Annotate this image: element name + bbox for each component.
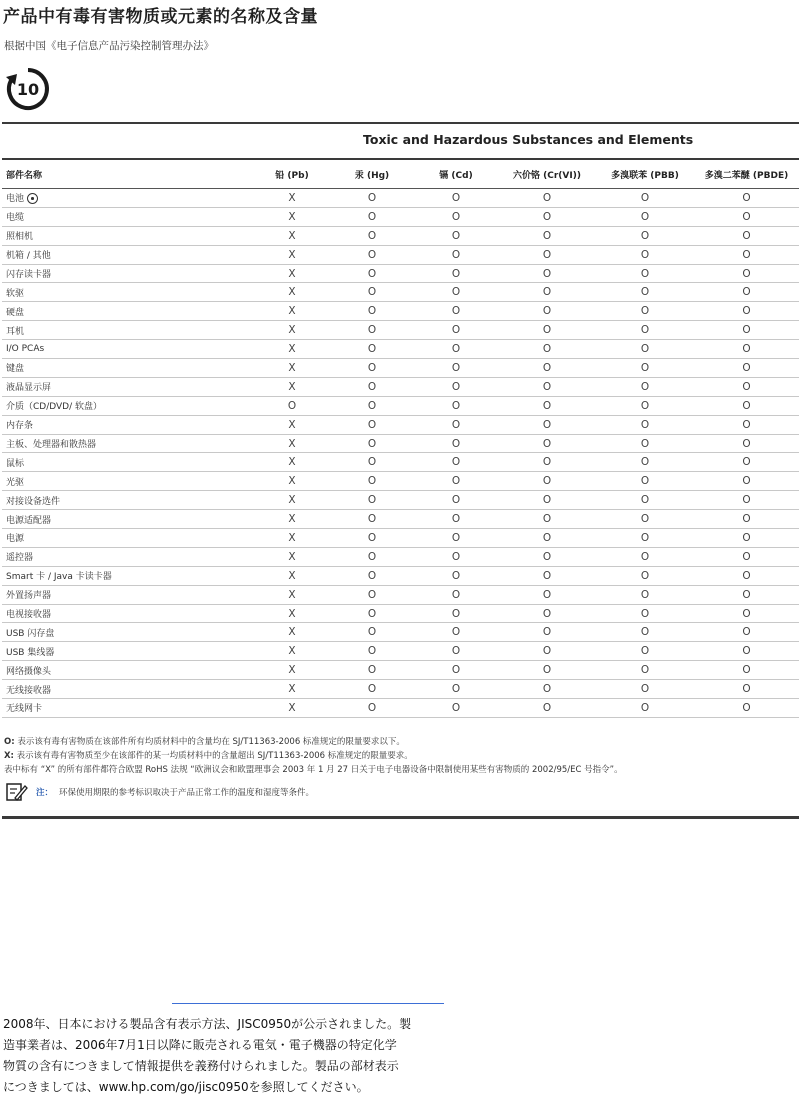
substance-cell: O — [498, 377, 596, 396]
substance-cell: O — [414, 226, 498, 245]
substance-cell: O — [414, 415, 498, 434]
part-name-cell: USB 集线器 — [2, 642, 254, 661]
substance-cell: O — [330, 566, 414, 585]
substance-cell: O — [414, 547, 498, 566]
part-name-cell: 耳机 — [2, 321, 254, 340]
table-row — [2, 321, 799, 340]
substance-cell: O — [596, 661, 694, 680]
substance-cell: O — [254, 396, 330, 415]
substance-cell: O — [596, 547, 694, 566]
part-name-cell: 机箱 / 其他 — [2, 245, 254, 264]
substance-cell: O — [498, 340, 596, 359]
substance-cell: O — [694, 377, 799, 396]
substance-cell: O — [330, 661, 414, 680]
substance-cell: O — [498, 207, 596, 226]
substance-cell: O — [414, 359, 498, 378]
substance-cell: O — [694, 189, 799, 208]
table-top-rule — [2, 122, 799, 124]
substance-cell: O — [330, 189, 414, 208]
part-name-cell: 软驱 — [2, 283, 254, 302]
table-row — [2, 661, 799, 680]
table-row — [2, 566, 799, 585]
part-name-cell: 无线接收器 — [2, 680, 254, 699]
table-row — [2, 359, 799, 378]
substance-cell: X — [254, 472, 330, 491]
table-row — [2, 396, 799, 415]
substance-cell: O — [694, 529, 799, 548]
table-row — [2, 510, 799, 529]
note-lead: 注： — [36, 788, 54, 798]
substance-cell: O — [596, 189, 694, 208]
substance-cell: O — [596, 434, 694, 453]
part-name-cell: 照相机 — [2, 226, 254, 245]
substance-cell: O — [498, 604, 596, 623]
substance-cell: O — [498, 623, 596, 642]
substance-cell: O — [330, 547, 414, 566]
substance-cell: O — [414, 321, 498, 340]
substance-cell: O — [596, 283, 694, 302]
substance-cell: O — [414, 396, 498, 415]
substance-cell: O — [330, 453, 414, 472]
part-name-cell: USB 闪存盘 — [2, 623, 254, 642]
substance-cell: O — [414, 510, 498, 529]
table-row — [2, 340, 799, 359]
table-row — [2, 472, 799, 491]
substance-cell: O — [498, 529, 596, 548]
substance-cell: O — [330, 321, 414, 340]
substance-cell: X — [254, 680, 330, 699]
table-row — [2, 699, 799, 718]
substance-cell: O — [414, 661, 498, 680]
table-row — [2, 585, 799, 604]
part-name-cell: 无线网卡 — [2, 699, 254, 718]
substance-cell: O — [330, 510, 414, 529]
note-callout — [6, 782, 314, 802]
column-header-mercury: 汞 (Hg) — [330, 160, 414, 189]
substance-cell: O — [330, 699, 414, 718]
substance-cell: O — [596, 566, 694, 585]
substance-cell: O — [596, 396, 694, 415]
substance-cell: O — [414, 264, 498, 283]
epup-years-label: 10 — [16, 80, 40, 99]
part-name-cell: 液晶显示屏 — [2, 377, 254, 396]
part-name-cell: 电源适配器 — [2, 510, 254, 529]
table-row — [2, 302, 799, 321]
substance-cell: O — [414, 207, 498, 226]
substance-cell: O — [498, 283, 596, 302]
note-remark: 表中标有 “X” 的所有部件都符合欧盟 RoHS 法规 “欧洲议会和欧盟理事会 2003 年 1 月 27 日关于电子电器设备中限制使用某些有害物质的 2002/95/EC 号指令”。 — [4, 765, 623, 775]
part-name-cell: 硬盘 — [2, 302, 254, 321]
table-row — [2, 491, 799, 510]
substance-cell: O — [330, 302, 414, 321]
battery-symbol-icon — [27, 193, 38, 204]
substance-cell: O — [694, 623, 799, 642]
substance-cell: O — [498, 321, 596, 340]
substance-cell: O — [498, 642, 596, 661]
substance-cell: X — [254, 207, 330, 226]
substance-cell: X — [254, 510, 330, 529]
substance-cell: X — [254, 547, 330, 566]
substance-cell: O — [330, 472, 414, 491]
substance-cell: O — [596, 529, 694, 548]
substance-cell: O — [596, 302, 694, 321]
substance-cell: X — [254, 585, 330, 604]
substance-cell: O — [498, 661, 596, 680]
substance-cell: O — [694, 340, 799, 359]
table-row — [2, 680, 799, 699]
substance-cell: O — [694, 226, 799, 245]
substance-cell: O — [330, 340, 414, 359]
part-name-cell: 电源 — [2, 529, 254, 548]
table-row — [2, 189, 799, 208]
japanese-line: 造事業者は、2006年7月1日以降に販売される電気・電子機器の特定化学 — [3, 1038, 397, 1052]
substance-cell: X — [254, 604, 330, 623]
part-name-cell: 主板、处理器和散热器 — [2, 434, 254, 453]
hazardous-substances-table — [2, 160, 799, 718]
note-pencil-icon — [6, 782, 28, 802]
substance-cell: O — [694, 396, 799, 415]
substance-cell: O — [414, 680, 498, 699]
substance-cell: O — [330, 207, 414, 226]
substance-cell: O — [596, 510, 694, 529]
substance-cell: O — [694, 604, 799, 623]
substance-cell: X — [254, 264, 330, 283]
substance-cell: O — [414, 472, 498, 491]
column-header-lead: 铅 (Pb) — [254, 160, 330, 189]
substance-cell: O — [330, 604, 414, 623]
column-header-cadmium: 镉 (Cd) — [414, 160, 498, 189]
japanese-paragraph — [3, 1014, 463, 1098]
table-header-row — [2, 160, 799, 189]
substance-cell: O — [330, 623, 414, 642]
substance-cell: O — [596, 321, 694, 340]
substance-cell: O — [694, 491, 799, 510]
part-name-cell: 光驱 — [2, 472, 254, 491]
substance-cell: X — [254, 226, 330, 245]
part-name-cell: 介质（CD/DVD/ 软盘） — [2, 396, 254, 415]
substance-cell: X — [254, 642, 330, 661]
substance-cell: X — [254, 377, 330, 396]
substance-cell: O — [596, 604, 694, 623]
substance-cell: O — [694, 207, 799, 226]
substance-cell: O — [694, 245, 799, 264]
table-row — [2, 453, 799, 472]
page-title: 产品中有毒有害物质或元素的名称及含量 — [3, 7, 318, 27]
part-name-cell: 电视接收器 — [2, 604, 254, 623]
substance-cell: O — [330, 491, 414, 510]
substance-cell: O — [596, 340, 694, 359]
substance-cell: O — [414, 529, 498, 548]
substance-cell: O — [694, 302, 799, 321]
substance-cell: O — [694, 434, 799, 453]
substance-cell: X — [254, 189, 330, 208]
column-header-pbde: 多溴二苯醚 (PBDE) — [694, 160, 799, 189]
substance-cell: O — [414, 623, 498, 642]
substance-cell: X — [254, 245, 330, 264]
substance-cell: O — [330, 680, 414, 699]
substance-cell: O — [596, 415, 694, 434]
substance-cell: O — [694, 321, 799, 340]
table-row — [2, 642, 799, 661]
table-row — [2, 283, 799, 302]
substance-cell: O — [414, 566, 498, 585]
substance-cell: O — [596, 491, 694, 510]
substance-cell: X — [254, 566, 330, 585]
substance-cell: O — [694, 453, 799, 472]
substance-cell: O — [498, 245, 596, 264]
substance-cell: O — [414, 189, 498, 208]
japanese-line: 物質の含有につきまして情報提供を義務付けられました。製品の部材表示 — [3, 1059, 399, 1073]
part-name-cell: 键盘 — [2, 359, 254, 378]
column-header-pbb: 多溴联苯 (PBB) — [596, 160, 694, 189]
substance-cell: O — [498, 434, 596, 453]
substance-cell: O — [498, 491, 596, 510]
substance-cell: O — [498, 699, 596, 718]
substance-cell: X — [254, 491, 330, 510]
part-name-cell: 鼠标 — [2, 453, 254, 472]
part-name-cell: 电缆 — [2, 207, 254, 226]
substance-cell: O — [498, 680, 596, 699]
substance-cell: O — [498, 566, 596, 585]
table-row — [2, 226, 799, 245]
substance-cell: O — [498, 547, 596, 566]
substance-cell: O — [414, 377, 498, 396]
substance-cell: O — [694, 472, 799, 491]
note-x: X: 表示该有毒有害物质至少在该部件的某一均质材料中的含量超出 SJ/T11363-2006 标准规定的限量要求。 — [4, 751, 413, 761]
substance-cell: X — [254, 415, 330, 434]
substance-cell: X — [254, 661, 330, 680]
substance-cell: O — [694, 680, 799, 699]
column-header-part-name: 部件名称 — [2, 160, 254, 189]
substance-cell: X — [254, 623, 330, 642]
substance-cell: O — [498, 415, 596, 434]
substance-cell: O — [498, 472, 596, 491]
substance-cell: O — [330, 529, 414, 548]
substance-cell: O — [330, 226, 414, 245]
substance-cell: O — [596, 377, 694, 396]
part-name-cell: Smart 卡 / Java 卡读卡器 — [2, 566, 254, 585]
table-notes — [4, 735, 799, 777]
japanese-line: につきましては、www.hp.com/go/jisc0950を参照してください。 — [3, 1080, 369, 1094]
note-text: 环保使用期限的参考标识取决于产品正常工作的温度和湿度等条件。 — [59, 788, 315, 798]
page-subtitle: 根据中国《电子信息产品污染控制管理办法》 — [4, 40, 214, 52]
substance-cell: O — [694, 642, 799, 661]
table-row — [2, 264, 799, 283]
japanese-line: 2008年、日本における製品含有表示方法、JISC0950が公示されました。製 — [3, 1017, 412, 1031]
substance-cell: O — [596, 642, 694, 661]
substance-cell: O — [414, 699, 498, 718]
substance-cell: O — [694, 585, 799, 604]
substance-cell: O — [330, 359, 414, 378]
substance-cell: O — [414, 585, 498, 604]
substance-cell: O — [330, 283, 414, 302]
substance-cell: O — [694, 510, 799, 529]
column-header-chromium: 六价铬 (Cr(VI)) — [498, 160, 596, 189]
substance-cell: O — [414, 340, 498, 359]
table-group-header: Toxic and Hazardous Substances and Elements — [363, 132, 694, 147]
substance-cell: X — [254, 529, 330, 548]
table-row — [2, 377, 799, 396]
substance-cell: O — [596, 453, 694, 472]
substance-cell: X — [254, 699, 330, 718]
substance-cell: X — [254, 302, 330, 321]
table-row — [2, 529, 799, 548]
substance-cell: O — [498, 226, 596, 245]
substance-cell: O — [414, 302, 498, 321]
substance-cell: O — [330, 434, 414, 453]
substance-cell: O — [596, 585, 694, 604]
substance-cell: O — [498, 585, 596, 604]
substance-cell: O — [414, 642, 498, 661]
substance-cell: O — [414, 245, 498, 264]
substance-cell: O — [694, 264, 799, 283]
substance-cell: O — [596, 359, 694, 378]
substance-cell: X — [254, 434, 330, 453]
link-underline — [172, 1003, 444, 1004]
substance-cell: O — [596, 680, 694, 699]
substance-cell: O — [414, 283, 498, 302]
substance-cell: O — [498, 359, 596, 378]
substance-cell: O — [596, 472, 694, 491]
section-bottom-rule — [2, 816, 799, 819]
substance-cell: O — [694, 359, 799, 378]
table-row — [2, 207, 799, 226]
part-name-cell: 电池 — [2, 189, 254, 208]
substance-cell: O — [498, 510, 596, 529]
substance-cell: O — [596, 623, 694, 642]
part-name-cell: 对接设备选件 — [2, 491, 254, 510]
substance-cell: X — [254, 453, 330, 472]
substance-cell: O — [498, 264, 596, 283]
substance-cell: X — [254, 340, 330, 359]
substance-cell: O — [330, 642, 414, 661]
substance-cell: O — [694, 415, 799, 434]
table-row — [2, 547, 799, 566]
table-row — [2, 245, 799, 264]
note-o: O: 表示该有毒有害物质在该部件所有均质材料中的含量均在 SJ/T11363-2006 标准规定的限量要求以下。 — [4, 737, 405, 747]
table-row — [2, 415, 799, 434]
substance-cell: O — [498, 302, 596, 321]
substance-cell: O — [330, 377, 414, 396]
part-name-cell: 内存条 — [2, 415, 254, 434]
substance-cell: O — [498, 189, 596, 208]
substance-cell: O — [694, 566, 799, 585]
substance-cell: O — [694, 547, 799, 566]
table-row — [2, 623, 799, 642]
part-name-cell: 闪存读卡器 — [2, 264, 254, 283]
substance-cell: O — [414, 604, 498, 623]
substance-cell: X — [254, 321, 330, 340]
substance-cell: X — [254, 359, 330, 378]
environmental-use-period-icon — [3, 64, 53, 114]
substance-cell: O — [498, 453, 596, 472]
substance-cell: O — [330, 585, 414, 604]
substance-cell: X — [254, 283, 330, 302]
part-name-cell: 遥控器 — [2, 547, 254, 566]
substance-cell: O — [498, 396, 596, 415]
substance-cell: O — [596, 264, 694, 283]
substance-cell: O — [414, 434, 498, 453]
part-name-cell: 网络摄像头 — [2, 661, 254, 680]
substance-cell: O — [330, 245, 414, 264]
part-name-cell: 外置扬声器 — [2, 585, 254, 604]
substance-cell: O — [596, 699, 694, 718]
table-row — [2, 434, 799, 453]
substance-cell: O — [596, 226, 694, 245]
substance-cell: O — [694, 283, 799, 302]
substance-cell: O — [330, 415, 414, 434]
table-row — [2, 604, 799, 623]
part-name-cell: I/O PCAs — [2, 340, 254, 359]
substance-cell: O — [694, 661, 799, 680]
substance-cell: O — [414, 491, 498, 510]
substance-cell: O — [596, 207, 694, 226]
substance-cell: O — [414, 453, 498, 472]
substance-cell: O — [596, 245, 694, 264]
substance-cell: O — [694, 699, 799, 718]
substance-cell: O — [330, 396, 414, 415]
substance-cell: O — [330, 264, 414, 283]
